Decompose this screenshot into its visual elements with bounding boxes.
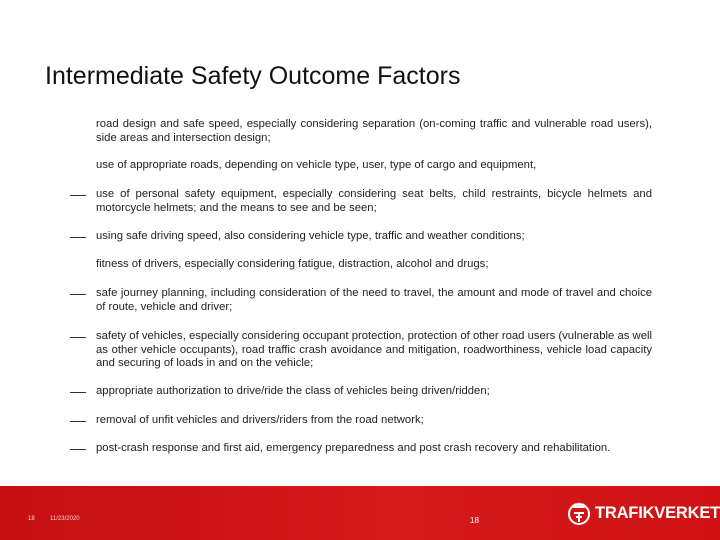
list-item: post-crash response and first aid, emergency preparedness and post crash recovery and rehabilitation. (96, 442, 611, 454)
list-dash-icon (70, 237, 86, 238)
slide-title: Intermediate Safety Outcome Factors (45, 62, 461, 90)
list-dash-icon (70, 421, 86, 422)
list-dash-icon (70, 449, 86, 450)
list-item: road design and safe speed, especially considering separation (on-coming traffic and vulnerable road users), side areas and intersection design; (96, 118, 652, 144)
trafikverket-logo (567, 498, 720, 528)
footer-slide-number: 18 (28, 516, 35, 522)
trafikverket-crown-emblem-icon (567, 499, 591, 527)
footer-page-number: 18 (470, 516, 479, 525)
list-item: use of personal safety equipment, especially considering seat belts, child restraints, bicycle helmets and motorcycle helmets; and the means to see and be seen; (96, 188, 652, 214)
list-dash-icon (70, 294, 86, 295)
list-item: appropriate authorization to drive/ride the class of vehicles being driven/ridden; (96, 385, 490, 397)
list-item: safety of vehicles, especially considering occupant protection, protection of other road users (vulnerable as well as other vehicle occupants), road traffic crash avoidance and mitigation, roadworthiness, vehicle load capacity and securing of loads in and on the vehicle; (96, 330, 652, 369)
footer-date: 11/23/2020 (50, 516, 80, 522)
list-item: removal of unfit vehicles and drivers/riders from the road network; (96, 414, 424, 426)
list-dash-icon (70, 195, 86, 196)
list-item: using safe driving speed, also considering vehicle type, traffic and weather conditions; (96, 230, 525, 242)
footer-bar (0, 486, 720, 540)
list-item: safe journey planning, including consideration of the need to travel, the amount and mode of travel and choice of route, vehicle and driver; (96, 287, 652, 313)
brand-name: TRAFIKVERKET (595, 503, 720, 522)
list-dash-icon (70, 337, 86, 338)
list-item: use of appropriate roads, depending on vehicle type, user, type of cargo and equipment, (96, 159, 537, 171)
list-item: fitness of drivers, especially considering fatigue, distraction, alcohol and drugs; (96, 258, 489, 270)
list-dash-icon (70, 392, 86, 393)
